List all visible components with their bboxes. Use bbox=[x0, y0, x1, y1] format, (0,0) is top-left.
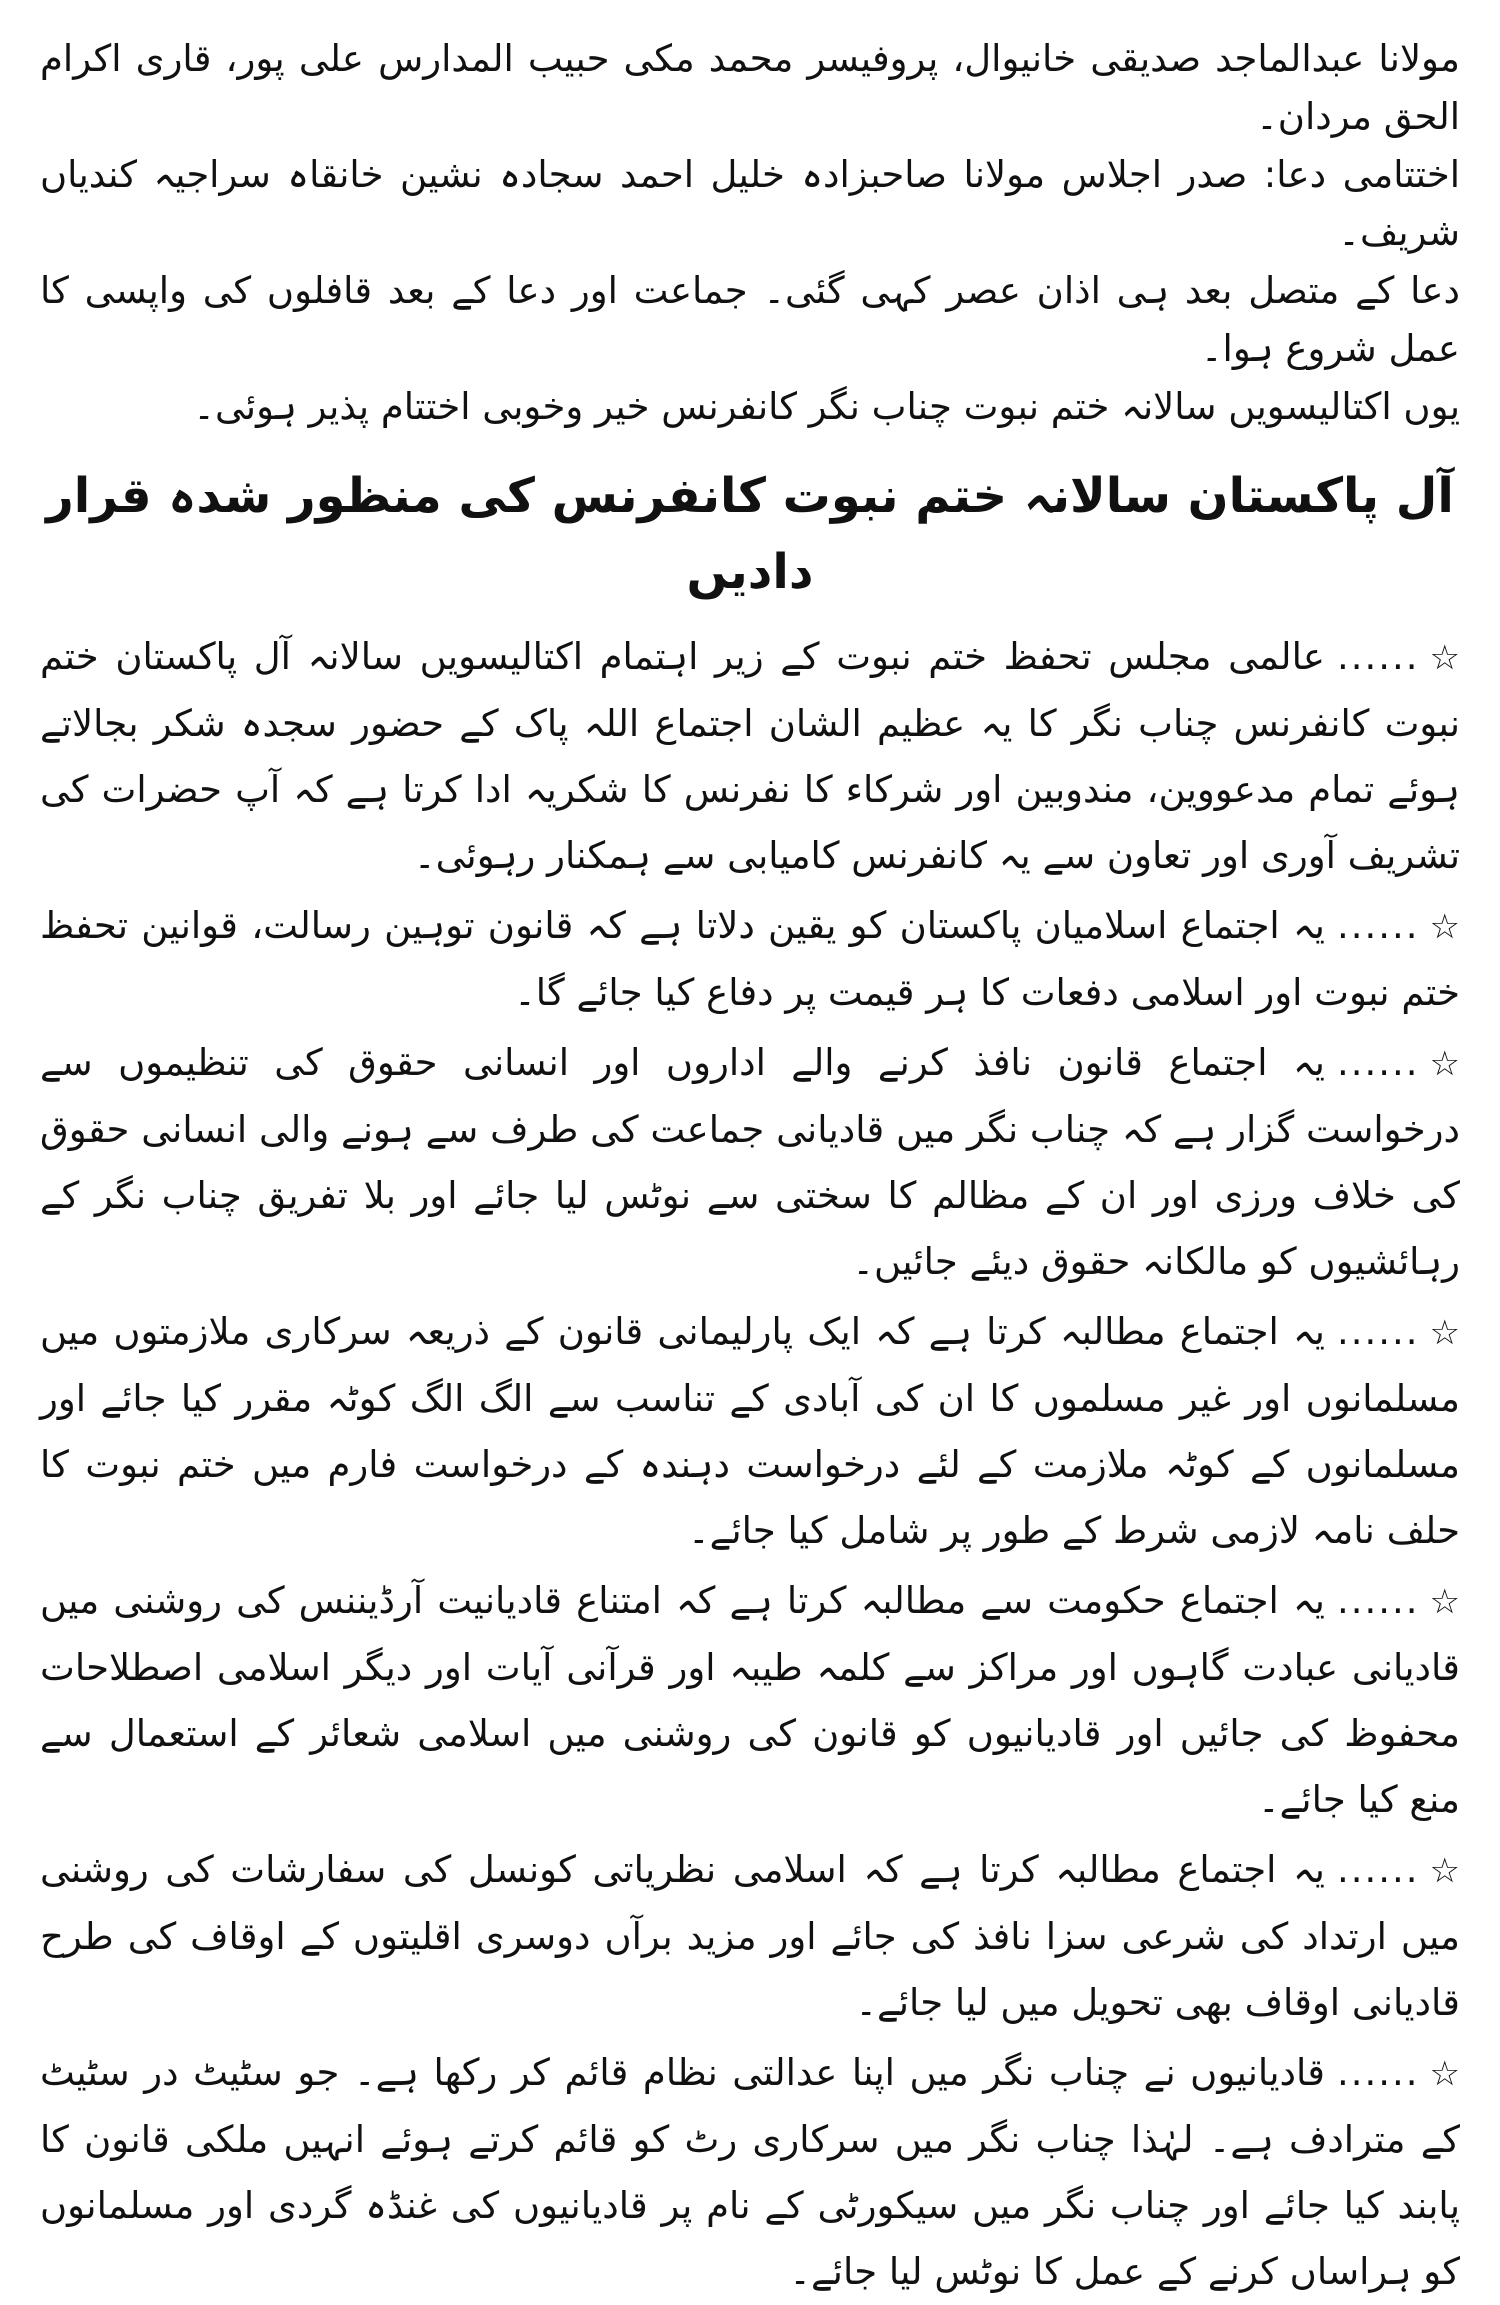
star-icon: ☆ bbox=[1429, 1313, 1460, 1353]
star-icon: ☆ bbox=[1429, 907, 1460, 947]
intro-line: اختتامی دعا: صدر اجلاس مولانا صاحبزادہ خلیل احمد سجادہ نشین خانقاہ سراجیہ کندیاں شریف۔ bbox=[40, 153, 1460, 254]
star-icon: ☆ bbox=[1429, 1582, 1460, 1622]
resolution-text: یہ اجتماع حکومت سے مطالبہ کرتا ہے کہ امتناع قادیانیت آرڈیننس کی روشنی میں قادیانی عبادت گاہوں اور مراکز سے کلمہ طیبہ اور قرآنی آیات اور دیگر اسلامی اصطلاحات محفوظ کی جائیں اور قادیانیوں کو قانون کی روشنی میں اسلامی شعائر کے استعمال سے منع کیا جائے۔ bbox=[40, 1579, 1460, 1821]
resolution-item bbox=[40, 893, 1460, 1026]
bullet-dots: ...... bbox=[1336, 635, 1420, 678]
resolution-text: یہ اجتماع قانون نافذ کرنے والے اداروں اور انسانی حقوق کی تنظیموں سے درخواست گزار ہے کہ چناب نگر میں قادیانی جماعت کی طرف سے ہونے والی انسانی حقوق کی خلاف ورزی اور ان کے مظالم کا سختی سے نوٹس لیا جائے اور بلا تفریق چناب نگر کے رہائشیوں کو مالکانہ حقوق دیئے جائیں۔ bbox=[40, 1041, 1460, 1283]
resolution-text: قادیانیوں نے چناب نگر میں اپنا عدالتی نظام قائم کر رکھا ہے۔ جو سٹیٹ در سٹیٹ کے مترادف ہے۔ لہٰذا چناب نگر میں سرکاری رٹ کو قائم کرتے ہوئے انہیں ملکی قانون کا پابند کیا جائے اور چناب نگر میں سیکورٹی کے نام پر قادیانیوں کی غنڈہ گردی اور مسلمانوں کو ہراساں کرنے کے عمل کا نوٹس لیا جائے۔ bbox=[40, 2051, 1460, 2293]
bullet-dots: ...... bbox=[1336, 1310, 1420, 1353]
resolution-item bbox=[40, 1837, 1460, 2036]
star-icon: ☆ bbox=[1429, 1044, 1460, 1084]
star-icon: ☆ bbox=[1429, 2054, 1460, 2094]
star-icon: ☆ bbox=[1429, 1851, 1460, 1891]
resolution-text: یہ اجتماع مطالبہ کرتا ہے کہ اسلامی نظریاتی کونسل کی سفارشات کی روشنی میں ارتداد کی شرعی سزا نافذ کی جائے اور مزید برآں دوسری اقلیتوں کے اوقاف کی طرح قادیانی اوقاف بھی تحویل میں لیا جائے۔ bbox=[40, 1848, 1460, 2024]
resolutions-heading: آل پاکستان سالانہ ختم نبوت کانفرنس کی منظور شدہ قرار دادیں bbox=[46, 468, 1454, 600]
bullet-dots: ...... bbox=[1336, 1041, 1420, 1084]
resolution-item bbox=[40, 1299, 1460, 1564]
resolution-item bbox=[40, 1030, 1460, 1295]
intro-line: دعا کے متصل بعد ہی اذان عصر کہی گئی۔ جماعت اور دعا کے بعد قافلوں کی واپسی کا عمل شروع ہوا۔ bbox=[40, 269, 1460, 370]
resolution-item bbox=[40, 624, 1460, 889]
resolution-text: یہ اجتماع مطالبہ کرتا ہے کہ ایک پارلیمانی قانون کے ذریعہ سرکاری ملازمتوں میں مسلمانوں اور غیر مسلموں کا ان کی آبادی کے تناسب سے الگ الگ کوٹہ مقرر کیا جائے اور مسلمانوں کے کوٹہ ملازمت کے لئے درخواست دہندہ کے درخواست فارم میں ختم نبوت کا حلف نامہ لازمی شرط کے طور پر شامل کیا جائے۔ bbox=[40, 1310, 1460, 1552]
bullet-dots: ...... bbox=[1336, 1579, 1420, 1622]
resolution-text: عالمی مجلس تحفظ ختم نبوت کے زیر اہتمام اکتالیسویں سالانہ آل پاکستان ختم نبوت کانفرنس چناب نگر کا یہ عظیم الشان اجتماع اللہ پاک کے حضور سجدہ شکر بجالاتے ہوئے تمام مدعووین، مندوبین اور شرکاء کا نفرنس کا شکریہ ادا کرتا ہے کہ آپ حضرات کی تشریف آوری اور تعاون سے یہ کانفرنس کامیابی سے ہمکنار رہوئی۔ bbox=[40, 635, 1460, 877]
resolution-item bbox=[40, 1568, 1460, 1833]
intro-line: یوں اکتالیسویں سالانہ ختم نبوت چناب نگر کانفرنس خیر وخوبی اختتام پذیر ہوئی۔ bbox=[193, 385, 1460, 428]
resolution-text: یہ اجتماع اسلامیان پاکستان کو یقین دلاتا ہے کہ قانون توہین رسالت، قوانین تحفظ ختم نبوت اور اسلامی دفعات کا ہر قیمت پر دفاع کیا جائے گا۔ bbox=[40, 904, 1460, 1014]
intro-section bbox=[40, 30, 1460, 436]
bullet-dots: ...... bbox=[1336, 2051, 1420, 2094]
resolution-item bbox=[40, 2040, 1460, 2305]
star-icon: ☆ bbox=[1429, 638, 1460, 678]
document-page bbox=[40, 30, 1460, 2293]
intro-line: مولانا عبدالماجد صدیقی خانیوال، پروفیسر محمد مکی حبیب المدارس علی پور، قاری اکرام الحق مردان۔ bbox=[40, 37, 1460, 138]
bullet-dots: ...... bbox=[1336, 904, 1420, 947]
bullet-dots: ...... bbox=[1336, 1848, 1420, 1891]
